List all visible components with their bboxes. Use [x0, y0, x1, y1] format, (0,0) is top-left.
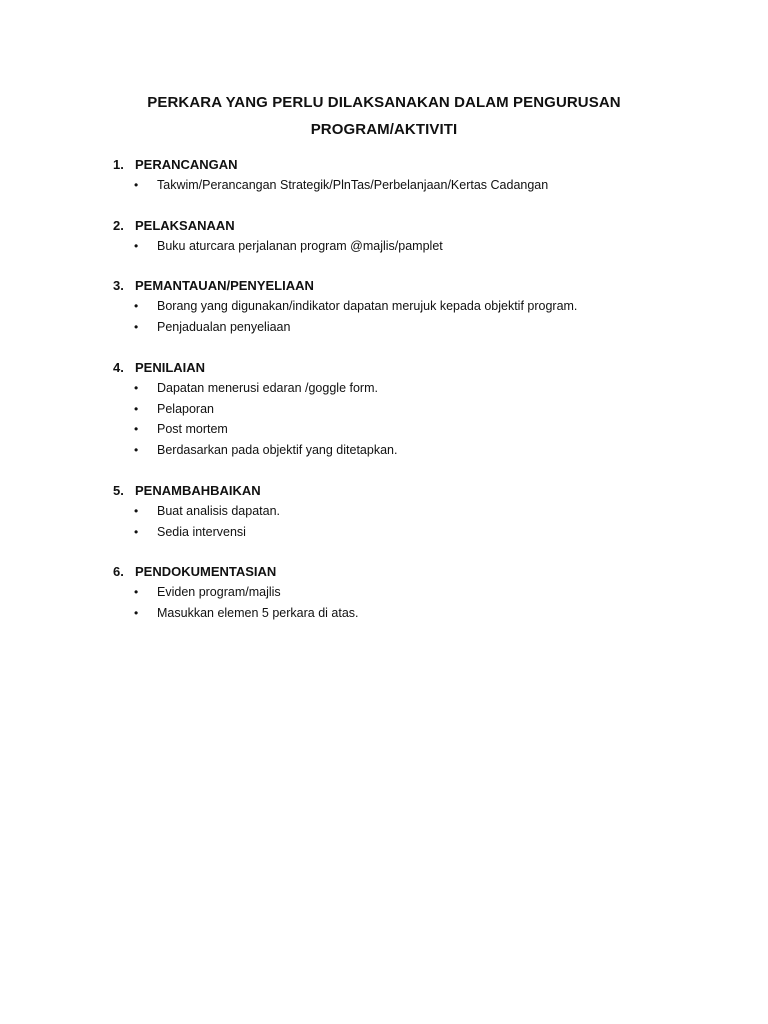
list-item	[134, 525, 246, 539]
section-number: 2.	[113, 218, 124, 233]
section-number: 5.	[113, 483, 124, 498]
section-heading-pendokumentasian	[113, 564, 276, 579]
section-title: PELAKSANAAN	[135, 218, 235, 233]
section-number: 3.	[113, 278, 124, 293]
list-item-text: Eviden program/majlis	[157, 585, 281, 599]
bullet-icon: •	[134, 402, 139, 416]
section-heading-penambahbaikan	[113, 483, 261, 498]
bullet-icon: •	[134, 443, 139, 457]
list-item	[134, 381, 378, 395]
list-item-text: Buat analisis dapatan.	[157, 504, 281, 518]
bullet-icon: •	[134, 178, 139, 192]
section-title: PENAMBAHBAIKAN	[135, 483, 261, 498]
list-item-text: Post mortem	[157, 422, 228, 436]
list-item	[134, 402, 214, 416]
section-title: PEMANTAUAN/PENYELIAAN	[135, 278, 314, 293]
list-item	[134, 320, 290, 334]
list-item	[134, 606, 359, 620]
section-heading-penilaian	[113, 360, 205, 375]
list-item	[134, 443, 397, 457]
list-item-text: Dapatan menerusi edaran /goggle form.	[157, 381, 378, 395]
section-number: 6.	[113, 564, 124, 579]
section-heading-pelaksanaan	[113, 218, 235, 233]
document-title-line-1: PERKARA YANG PERLU DILAKSANAKAN DALAM PENGURUSAN	[147, 94, 621, 111]
list-item	[134, 504, 280, 518]
list-item	[134, 239, 443, 253]
bullet-icon: •	[134, 381, 139, 395]
list-item	[134, 178, 548, 192]
list-item-text: Pelaporan	[157, 402, 214, 416]
document-title-line-2: PROGRAM/AKTIVITI	[310, 121, 458, 138]
bullet-icon: •	[134, 320, 139, 334]
bullet-icon: •	[134, 585, 139, 599]
list-item-text: Buku aturcara perjalanan program @majlis/pamplet	[157, 239, 443, 253]
section-title: PERANCANGAN	[135, 157, 238, 172]
bullet-icon: •	[134, 239, 139, 253]
list-item-text: Penjadualan penyeliaan	[157, 320, 291, 334]
section-heading-pemantauan	[113, 278, 314, 293]
bullet-icon: •	[134, 422, 139, 436]
list-item-text: Masukkan elemen 5 perkara di atas.	[157, 606, 359, 620]
bullet-icon: •	[134, 525, 139, 539]
section-title: PENDOKUMENTASIAN	[135, 564, 277, 579]
bullet-icon: •	[134, 504, 139, 518]
list-item	[134, 422, 228, 436]
bullet-icon: •	[134, 299, 139, 313]
list-item-text: Sedia intervensi	[157, 525, 246, 539]
section-heading-perancangan	[113, 157, 238, 172]
list-item	[134, 585, 281, 599]
section-number: 1.	[113, 157, 124, 172]
bullet-icon: •	[134, 606, 139, 620]
list-item-text: Takwim/Perancangan Strategik/PlnTas/Perbelanjaan/Kertas Cadangan	[157, 178, 549, 192]
list-item-text: Borang yang digunakan/indikator dapatan merujuk kepada objektif program.	[157, 299, 578, 313]
section-title: PENILAIAN	[135, 360, 206, 375]
list-item-text: Berdasarkan pada objektif yang ditetapkan.	[157, 443, 398, 457]
list-item	[134, 299, 577, 313]
section-number: 4.	[113, 360, 124, 375]
